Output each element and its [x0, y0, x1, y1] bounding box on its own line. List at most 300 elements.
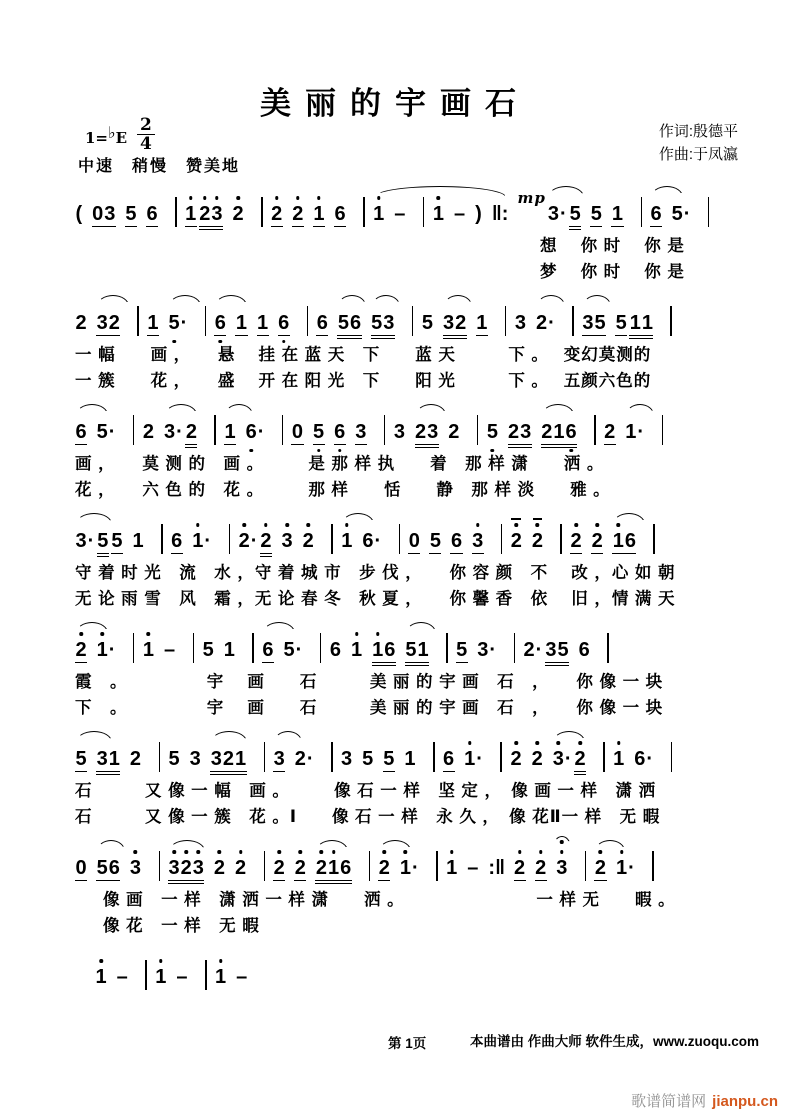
note-char: 0 — [408, 530, 420, 552]
note-token — [405, 638, 429, 663]
note-token — [215, 965, 227, 989]
note-char: 1 — [625, 421, 637, 443]
note-char: 1 — [142, 639, 155, 661]
note-char: 2 — [535, 857, 547, 879]
note-char: 2 — [523, 639, 535, 661]
note-char: p — [534, 189, 545, 207]
note-char: 6 — [350, 312, 362, 334]
barline — [369, 851, 371, 881]
note-token — [337, 311, 361, 336]
note-char: 1 — [553, 421, 565, 443]
note-char: 3 — [427, 421, 439, 443]
barline — [331, 524, 333, 554]
note-char: 1 — [641, 312, 653, 334]
note-char: 2 — [108, 312, 120, 334]
note-char: 5 — [594, 312, 606, 334]
note-char: 5 — [405, 639, 417, 661]
note-token — [341, 529, 353, 553]
note-char: 2 — [315, 857, 327, 879]
note-token — [271, 202, 283, 227]
note-token — [75, 529, 95, 553]
note-char: 1 — [224, 421, 236, 443]
note-char: 5 — [371, 312, 383, 334]
note-char: 1 — [155, 966, 167, 988]
note-char: 0 — [291, 421, 304, 443]
note-char: 5 — [283, 639, 295, 661]
slur-arc — [76, 731, 112, 742]
note-char: 6 — [316, 312, 328, 334]
note-char: 2 — [531, 748, 543, 770]
lyrics-row: 一 幅 画 ， 悬 挂 在 蓝 天 下 蓝 天 下 。 变幻莫测的 — [75, 346, 652, 364]
note-char: ) — [475, 203, 482, 225]
note-token — [116, 965, 128, 989]
note-token — [443, 311, 467, 336]
tempo-marking: 中速 稍慢 赞美地 — [78, 158, 241, 175]
note-token — [616, 856, 636, 880]
note-token — [164, 420, 184, 444]
note-char: · — [108, 639, 116, 661]
note-char: 6 — [650, 203, 662, 225]
note-char: 5 — [421, 312, 434, 334]
note-token — [238, 529, 258, 553]
barline — [214, 415, 216, 445]
note-token — [146, 202, 158, 227]
note-char: 5 — [75, 748, 87, 770]
slur-arc — [372, 295, 400, 306]
note-token — [350, 638, 362, 662]
repeat-sign — [488, 856, 505, 880]
note-char: 2 — [570, 530, 582, 552]
barline — [399, 524, 401, 554]
note-char: 2 — [415, 421, 427, 443]
note-token — [578, 638, 590, 662]
note-token — [475, 202, 483, 226]
note-token — [168, 311, 188, 335]
music-system-1 — [75, 180, 765, 285]
note-char: 1 — [192, 530, 204, 552]
slur-arc — [406, 622, 436, 633]
slur-arc — [338, 295, 366, 306]
note-token — [214, 311, 226, 336]
note-char: 3 — [211, 203, 223, 225]
barline — [145, 960, 147, 990]
note-token — [604, 420, 616, 445]
slur-arc — [97, 295, 129, 306]
note-token — [570, 529, 582, 554]
note-token — [536, 311, 556, 335]
note-char: 3 — [75, 530, 87, 552]
note-char: 1 — [476, 312, 488, 334]
note-char: 3 — [104, 203, 116, 225]
note-char: 6 — [146, 203, 158, 225]
note-token — [421, 311, 433, 335]
note-char: 2 — [292, 203, 304, 225]
lyrics-row: 梦 你 时 你 是 — [540, 263, 685, 281]
notes-row — [75, 725, 765, 778]
note-token — [202, 638, 214, 662]
barline — [320, 633, 322, 663]
note-char: 1 — [616, 857, 628, 879]
slur-arc — [263, 622, 295, 633]
note-char: · — [559, 203, 567, 225]
note-char: 3 — [129, 857, 141, 879]
note-char: 1 — [313, 203, 325, 225]
note-token — [464, 747, 484, 771]
note-token — [192, 529, 212, 553]
note-token — [634, 747, 654, 771]
lyrics-row: 画 ， 莫 测 的 画 。 是 那 样 执 着 那 样 潇 洒 。 — [75, 455, 605, 473]
note-token — [164, 638, 176, 662]
note-char: 2 — [574, 748, 586, 770]
note-token — [514, 311, 526, 335]
lyrics-row: 像 画 一 样 潇 洒 一 样 潇 洒 。 一 样 无 暇 。 — [103, 891, 676, 909]
credits — [659, 120, 738, 166]
note-token — [650, 202, 662, 227]
music-system-5 — [75, 616, 765, 721]
note-token — [415, 420, 439, 445]
note-char: 5 — [383, 748, 395, 770]
note-char: 3 — [393, 421, 406, 443]
barline — [662, 415, 664, 445]
note-token — [547, 202, 567, 226]
note-char: 5 — [337, 312, 350, 334]
note-char: : — [501, 203, 508, 225]
note-token — [273, 747, 285, 772]
note-char: – — [116, 966, 128, 988]
barline — [433, 742, 435, 772]
note-char: 6 — [75, 421, 87, 443]
note-token — [582, 311, 606, 336]
note-token — [535, 856, 547, 881]
note-token — [625, 420, 645, 444]
note-char: 5 — [362, 748, 374, 770]
note-token — [531, 529, 543, 553]
barline — [264, 742, 266, 772]
note-token — [96, 420, 116, 444]
note-char: · — [628, 857, 635, 879]
note-char: 1 — [372, 639, 384, 661]
note-char: 3 — [273, 748, 285, 770]
slur-arc — [211, 731, 247, 742]
note-char: 2 — [180, 857, 192, 879]
note-char: 1 — [108, 748, 120, 770]
note-char: 1 — [223, 639, 235, 661]
repeat-sign — [491, 202, 508, 226]
note-char: · — [637, 421, 645, 443]
note-char: 1 — [341, 530, 353, 552]
note-char: – — [176, 966, 188, 988]
slur-arc — [651, 186, 683, 197]
note-char: 5 — [96, 421, 108, 443]
note-token — [132, 529, 144, 553]
note-char: 6 — [340, 857, 352, 879]
note-token — [476, 311, 488, 336]
note-token — [450, 529, 462, 554]
music-system-6 — [75, 725, 765, 830]
note-char: 5 — [429, 530, 441, 552]
note-char: – — [164, 639, 176, 661]
notes-row — [75, 943, 765, 996]
barline — [205, 960, 207, 990]
note-char: 2 — [222, 748, 234, 770]
barline — [161, 524, 163, 554]
slur-arc — [542, 404, 574, 415]
note-char: 6 — [334, 421, 346, 443]
note-char: 6 — [171, 530, 183, 552]
note-char: · — [204, 530, 212, 552]
note-char: 3 — [210, 748, 222, 770]
note-char: 6 — [278, 312, 290, 334]
note-token — [292, 202, 304, 227]
note-char: m — [517, 189, 534, 207]
note-token — [260, 529, 272, 554]
note-token — [257, 311, 269, 336]
note-token — [142, 638, 154, 662]
note-char: 2 — [531, 530, 543, 552]
note-char: 5 — [202, 639, 214, 661]
note-token — [569, 202, 581, 227]
note-token — [429, 529, 441, 554]
lyrics-row: 像 花 一 样 无 暇 — [103, 917, 260, 935]
slur-arc — [416, 404, 446, 415]
note-char: 1 — [611, 203, 624, 225]
note-token — [591, 529, 603, 554]
note-token — [613, 747, 625, 771]
lyrics-row: 守 着 时 光 流 水 ，守 着 城 市 步 伐 ， 你 容 颜 不 改 ，心 如 朝 — [75, 564, 676, 582]
note-char: 1 — [95, 966, 107, 988]
note-token — [213, 856, 225, 880]
note-token — [393, 420, 405, 444]
barline — [412, 306, 414, 336]
note-char: 2 — [142, 421, 155, 443]
note-char: 2 — [594, 857, 607, 879]
note-token — [594, 856, 606, 881]
note-token — [408, 529, 420, 554]
note-token — [232, 202, 244, 226]
note-char: 6 — [578, 639, 590, 661]
note-char: · — [646, 748, 654, 770]
score — [75, 180, 765, 1000]
page-title: 美丽的宇画石 — [260, 86, 530, 121]
barline — [477, 415, 479, 445]
note-char: 1 — [215, 966, 227, 988]
note-token — [278, 311, 290, 336]
note-char: · — [180, 312, 188, 334]
note-token — [236, 965, 248, 989]
barline — [436, 851, 438, 881]
time-signature — [137, 116, 155, 153]
note-char: 1 — [328, 857, 340, 879]
note-char: 3 — [281, 530, 293, 552]
note-char: 2 — [260, 530, 272, 552]
notes-row — [75, 507, 765, 560]
note-token — [508, 420, 532, 445]
note-token — [315, 856, 351, 881]
note-char: · — [374, 530, 382, 552]
lyrics-row: 花 ， 六 色 的 花 。 那 样 恬 静 那 样 淡 雅 。 — [75, 481, 611, 499]
note-token — [96, 638, 116, 662]
note-char: 3 — [96, 312, 108, 334]
barline — [307, 306, 309, 336]
note-char: 1 — [235, 748, 247, 770]
note-char: 3 — [341, 748, 353, 770]
lyrics-row: 石 又 像 一 簇 花 。Ⅰ 像 石 一 样 永 久 ， 像 花Ⅱ一 样 无 暇 — [75, 808, 661, 826]
note-char: 1 — [235, 312, 248, 334]
note-token — [629, 311, 653, 336]
note-char: 6 — [108, 857, 120, 879]
note-char: 2 — [294, 748, 306, 770]
note-char: : — [488, 857, 495, 879]
note-char: 1 — [629, 312, 641, 334]
barline — [331, 742, 333, 772]
note-token — [541, 420, 577, 445]
note-char: 6 — [565, 421, 577, 443]
note-char: · — [176, 421, 183, 443]
note-char: 2 — [294, 857, 306, 879]
note-char: ( — [75, 203, 83, 225]
note-token — [129, 856, 141, 880]
note-token — [129, 747, 141, 771]
music-system-7 — [75, 834, 765, 939]
note-token — [294, 747, 314, 771]
lyrics-row: 下 。 宇 画 石 美 丽 的 宇 画 石 ， 你 像 一 块 — [75, 699, 664, 717]
note-token — [334, 420, 346, 445]
slur-arc — [76, 404, 108, 415]
note-char: 2 — [508, 421, 520, 443]
watermark-domain-link[interactable]: jianpu.cn — [712, 1093, 778, 1110]
note-token — [611, 202, 623, 227]
note-token — [362, 747, 374, 771]
note-char: 6 — [443, 748, 455, 770]
page-number: 第 1页 — [388, 1036, 427, 1051]
note-char: 6 — [362, 530, 374, 552]
slur-arc — [225, 404, 253, 415]
note-token — [574, 747, 586, 772]
notes-row — [75, 398, 765, 451]
note-char: 6 — [329, 639, 341, 661]
note-token — [176, 965, 188, 989]
notes-row — [75, 180, 765, 233]
note-char: 3 — [189, 748, 201, 770]
note-char: 2 — [273, 857, 285, 879]
note-char: 1 — [147, 312, 159, 334]
note-token — [477, 638, 497, 662]
barline — [652, 851, 654, 881]
note-token — [334, 202, 346, 227]
note-token — [510, 747, 522, 771]
note-token — [612, 529, 636, 554]
note-char: 5 — [486, 421, 499, 443]
lyrics-row: 想 你 时 你 是 — [540, 237, 685, 255]
note-char: 1 — [464, 748, 476, 770]
note-token — [189, 747, 201, 771]
note-char: 5 — [313, 421, 325, 443]
note-char: ‖ — [491, 203, 501, 225]
note-char: 5 — [671, 203, 683, 225]
note-char: 1 — [613, 748, 625, 770]
watermark — [631, 1090, 778, 1111]
note-char: – — [467, 857, 479, 879]
dynamic-mark — [517, 186, 545, 210]
note-char: 3 — [545, 639, 557, 661]
note-token — [111, 529, 123, 554]
note-char: 5 — [557, 639, 569, 661]
note-char: 5 — [168, 312, 180, 334]
barline — [641, 197, 643, 227]
note-char: 1 — [612, 530, 624, 552]
watermark-site-name: 歌谱简谱网 — [631, 1093, 707, 1110]
barline — [384, 415, 386, 445]
note-char: 5 — [590, 203, 602, 225]
barline — [514, 633, 516, 663]
note-char: 3 — [477, 639, 489, 661]
barline — [229, 524, 231, 554]
lyrics-row: 无 论 雨 雪 风 霜 ，无 论 春 冬 秋 夏 ， 你 馨 香 依 旧 ，情 满 天 — [75, 590, 676, 608]
note-char: 2 — [448, 421, 460, 443]
note-char: 1 — [257, 312, 269, 334]
slur-arc — [274, 731, 302, 742]
note-token — [454, 202, 466, 226]
note-char: 2 — [235, 857, 247, 879]
note-token — [514, 856, 526, 881]
barline — [505, 306, 507, 336]
note-token — [185, 202, 197, 227]
note-char: 2 — [455, 312, 467, 334]
note-token — [378, 856, 390, 881]
barline — [133, 633, 135, 663]
note-token — [510, 529, 522, 553]
barline — [133, 415, 135, 445]
note-token — [399, 856, 419, 880]
note-char: 6 — [262, 639, 274, 661]
notes-row — [75, 616, 765, 669]
note-char: · — [564, 748, 572, 770]
note-char: 2 — [185, 421, 197, 443]
note-token — [362, 529, 382, 553]
note-char: 2 — [541, 421, 553, 443]
note-token — [291, 420, 303, 445]
note-char: 1 — [432, 203, 445, 225]
note-token — [75, 202, 83, 226]
note-token — [210, 747, 246, 772]
note-token — [281, 529, 293, 553]
barline — [585, 851, 587, 881]
note-char: 3 — [96, 748, 108, 770]
note-token — [142, 420, 154, 444]
barline — [500, 742, 502, 772]
note-char: 3 — [472, 530, 484, 552]
note-token — [168, 747, 180, 771]
note-char: 5 — [111, 530, 123, 552]
note-char: 5 — [97, 530, 109, 552]
barline — [572, 306, 574, 336]
note-char: 2 — [232, 203, 244, 225]
note-char: 2 — [75, 639, 87, 661]
note-char: 2 — [591, 530, 603, 552]
note-token — [486, 420, 498, 444]
note-char: 2 — [510, 530, 522, 552]
barline — [607, 633, 609, 663]
note-token — [75, 311, 87, 335]
note-char: 1 — [350, 639, 363, 661]
note-char: · — [295, 639, 303, 661]
note-token — [96, 856, 120, 881]
note-token — [531, 747, 543, 771]
note-char: 2 — [604, 421, 616, 443]
note-char: 2 — [238, 530, 250, 552]
note-char: · — [87, 530, 95, 552]
note-char: 1 — [417, 639, 429, 661]
